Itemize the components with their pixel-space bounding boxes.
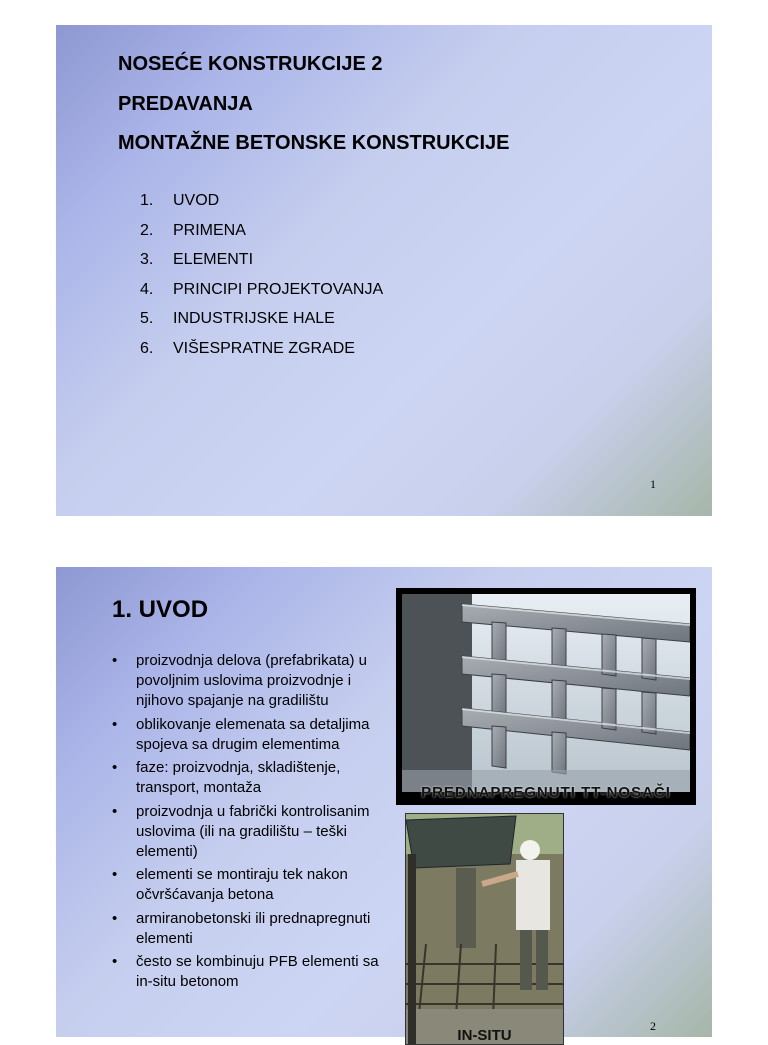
toc-item-label: PRINCIPI PROJEKTOVANJA xyxy=(173,280,384,298)
toc-item-label: ELEMENTI xyxy=(173,251,254,269)
tt-beams-caption: PREDNAPREGNUTI TT-NOSAČI xyxy=(421,784,671,801)
slide-page-number: 2 xyxy=(650,1019,656,1033)
bullet-icon: • xyxy=(112,802,118,820)
bullet-icon: • xyxy=(112,909,118,927)
bullet-icon: • xyxy=(112,759,118,776)
slide-2 xyxy=(56,567,712,1044)
bullet-text: oblikovanje elemenata sa detaljima spojeva sa drugim elementima xyxy=(136,715,370,753)
list-item xyxy=(110,909,380,949)
table-of-contents xyxy=(140,192,383,370)
toc-item-label: INDUSTRIJSKE HALE xyxy=(173,310,335,328)
lecture-label: PREDAVANJA xyxy=(118,93,253,115)
list-item xyxy=(110,651,380,711)
toc-item-label: VIŠESPRATNE ZGRADE xyxy=(173,339,355,357)
toc-item xyxy=(140,281,383,311)
bullet-icon: • xyxy=(112,953,118,970)
toc-item xyxy=(140,340,383,370)
list-item xyxy=(110,802,380,862)
toc-item-number: 2. xyxy=(140,221,154,239)
in-situ-photo xyxy=(405,813,564,1045)
toc-item-number: 6. xyxy=(140,339,154,357)
course-title: NOSEĆE KONSTRUKCIJE 2 xyxy=(118,53,383,75)
toc-item-number: 5. xyxy=(140,310,154,328)
bullet-text: elementi se montiraju tek nakon očvršćavanja betona xyxy=(136,866,348,903)
toc-item-label: UVOD xyxy=(173,192,220,209)
slide-page-number: 1 xyxy=(650,477,656,491)
bullet-icon: • xyxy=(112,652,118,669)
bullet-icon: • xyxy=(112,866,118,883)
list-item xyxy=(110,715,380,755)
tt-beams-illustration xyxy=(402,594,690,792)
toc-item xyxy=(140,310,383,340)
slide-1 xyxy=(56,25,712,516)
bullet-text: često se kombinuju PFB elementi sa in-situ betonom xyxy=(136,953,379,990)
in-situ-caption: IN-SITU xyxy=(457,1027,512,1044)
section-heading: 1. UVOD xyxy=(112,596,209,623)
tt-beams-image xyxy=(402,594,690,792)
toc-item-label: PRIMENA xyxy=(173,221,246,239)
list-item xyxy=(110,865,380,905)
toc-item xyxy=(140,222,383,252)
toc-item xyxy=(140,192,383,222)
list-item xyxy=(110,952,380,992)
toc-item-number: 4. xyxy=(140,280,154,298)
in-situ-illustration xyxy=(406,814,563,1044)
bullet-text: proizvodnja delova (prefabrikata) u povoljnim uslovima proizvodnje i njihovo spajanje na gradilištu xyxy=(136,652,367,709)
bullet-text: faze: proizvodnja, skladištenje, transport, montaža xyxy=(136,759,341,796)
bullet-text: armiranobetonski ili prednapregnuti elementi xyxy=(136,909,371,947)
list-item xyxy=(110,758,380,798)
bullet-text: proizvodnja u fabrički kontrolisanim uslovima (ili na gradilištu – teški elementi) xyxy=(136,802,370,860)
toc-item-number: 3. xyxy=(140,251,154,269)
toc-item xyxy=(140,251,383,281)
bullet-icon: • xyxy=(112,715,118,733)
bullet-list xyxy=(110,651,380,996)
toc-item-number: 1. xyxy=(140,192,154,209)
tt-beams-photo xyxy=(396,588,696,805)
lecture-topic: MONTAŽNE BETONSKE KONSTRUKCIJE xyxy=(118,132,510,154)
